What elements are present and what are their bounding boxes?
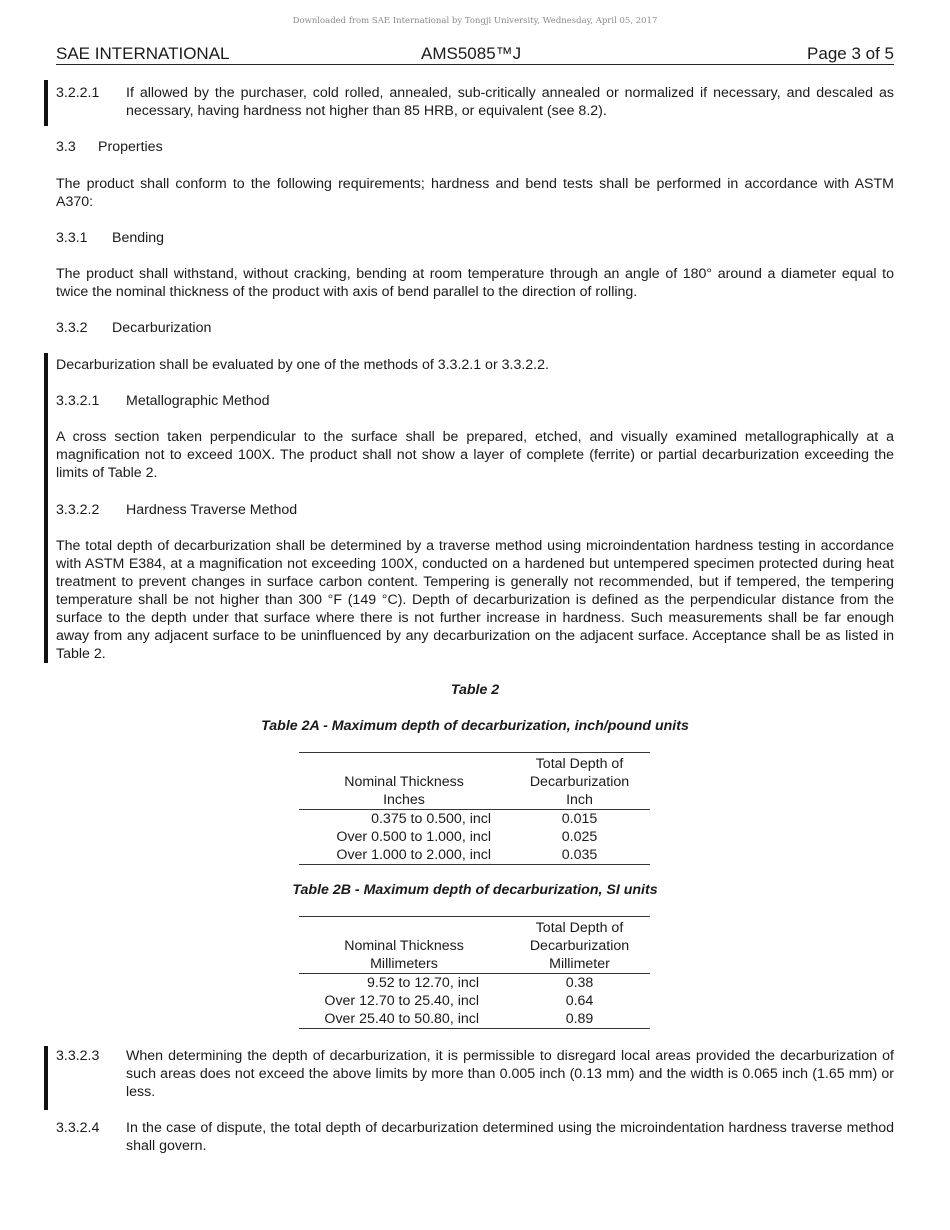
table-cell: Over 25.40 to 50.80, incl bbox=[299, 1010, 509, 1029]
paragraph-3-3: The product shall conform to the following requirements; hardness and bend tests shall be performed in accordance with ASTM A370: bbox=[56, 176, 894, 210]
section-title: Decarburization bbox=[112, 320, 212, 336]
column-header: Nominal Thickness Inches bbox=[299, 755, 509, 810]
table-cell: 0.375 to 0.500, incl bbox=[371, 811, 491, 827]
header-doc-number: AMS5085™J bbox=[421, 44, 522, 63]
paragraph-3-3-2-3 bbox=[56, 1047, 894, 1101]
section-number: 3.3.2.1 bbox=[56, 393, 100, 409]
paragraph-3-3-2-2: The total depth of decarburization shall be determined by a traverse method using microindentation hardness testing in accordance with ASTM E384, at a magnification not exceeding 100X, conducted on a hardened but untempered specimen protected during heat treatment to prevent changes in surface carbon content. Tempering is generally not recommended, but if tempered, the tempering temperature shall be not higher than 300 °F (149 °C). Depth of decarburization is defined as the perpendicular distance from the surface to the depth under that surface where there is not further increase in hardness. Such measurements shall be far enough away from any adjacent surface to be uninfluenced by any decarburization on the adjacent surface. Acceptance shall be as listed in Table 2. bbox=[56, 538, 894, 662]
table-2b-caption: Table 2B - Maximum depth of decarburization, SI units bbox=[292, 882, 658, 898]
table-cell: Over 1.000 to 2.000, incl bbox=[299, 846, 509, 865]
column-header: Nominal Thickness Millimeters bbox=[299, 919, 509, 974]
column-header: Total Depth of Decarburization Millimeter bbox=[509, 919, 650, 974]
paragraph-text: When determining the depth of decarburization, it is permissible to disregard local areas provided the decarburization of such areas does not exceed the above limits by more than 0.005 inch (0.13 mm) and the width is 0.065 inch (1.65 mm) or less. bbox=[126, 1048, 894, 1100]
table-row bbox=[299, 1010, 650, 1029]
header-page-number: Page 3 of 5 bbox=[807, 44, 894, 63]
paragraph-text: If allowed by the purchaser, cold rolled, annealed, sub-critically annealed or normalized if necessary, and descaled as necessary, having hardness not higher than 85 HRB, or equivalent (see 8.2). bbox=[126, 85, 894, 119]
section-number: 3.3.2 bbox=[56, 320, 88, 336]
table-cell: Over 0.500 to 1.000, incl bbox=[336, 829, 491, 845]
table-cell: Over 12.70 to 25.40, incl bbox=[324, 993, 479, 1009]
header-org: SAE INTERNATIONAL bbox=[56, 44, 230, 63]
table-cell: 0.64 bbox=[565, 993, 594, 1009]
paragraph-text: In the case of dispute, the total depth of decarburization determined using the microindentation hardness traverse method shall govern. bbox=[126, 1120, 894, 1154]
table-2a-caption: Table 2A - Maximum depth of decarburization, inch/pound units bbox=[261, 718, 689, 734]
table-row bbox=[299, 846, 650, 865]
table-row bbox=[299, 974, 650, 993]
section-number: 3.3.2.2 bbox=[56, 502, 100, 518]
heading-3-3 bbox=[56, 138, 894, 156]
heading-3-3-2-2 bbox=[56, 501, 894, 519]
section-number: 3.2.2.1 bbox=[56, 85, 100, 101]
paragraph-3-3-2-1: A cross section taken perpendicular to the surface shall be prepared, etched, and visually examined metallographically at a magnification not to exceed 100X. The product shall not show a layer of complete (ferrite) or partial decarburization exceeding the limits of Table 2. bbox=[56, 429, 894, 481]
page-header bbox=[56, 44, 894, 65]
table-row bbox=[299, 992, 650, 1010]
table-cell: 0.38 bbox=[565, 975, 594, 991]
table-cell: 0.89 bbox=[509, 1010, 650, 1029]
table-row bbox=[299, 828, 650, 846]
change-bar bbox=[44, 1046, 48, 1110]
section-title: Metallographic Method bbox=[126, 393, 270, 409]
heading-3-3-1 bbox=[56, 229, 894, 247]
paragraph-3-3-2: Decarburization shall be evaluated by one of the methods of 3.3.2.1 or 3.3.2.2. bbox=[56, 357, 549, 373]
table-cell: 0.025 bbox=[561, 829, 598, 845]
change-bar bbox=[44, 353, 48, 663]
table-cell: 0.015 bbox=[561, 811, 598, 827]
table-header-row bbox=[299, 755, 650, 810]
paragraph-3-3-1: The product shall withstand, without cracking, bending at room temperature through an angle of 180° around a diameter equal to twice the nominal thickness of the product with axis of bend parallel to the direction of rolling. bbox=[56, 266, 894, 300]
section-number: 3.3.1 bbox=[56, 230, 88, 246]
paragraph-3-2-2-1 bbox=[56, 84, 894, 120]
section-title: Properties bbox=[98, 139, 163, 155]
table-2b bbox=[299, 916, 650, 1029]
change-bar bbox=[44, 80, 48, 126]
download-watermark: Downloaded from SAE International by Tongji University, Wednesday, April 05, 2017 bbox=[292, 16, 658, 26]
column-header: Total Depth of Decarburization Inch bbox=[509, 755, 650, 810]
section-number: 3.3.2.3 bbox=[56, 1048, 100, 1064]
section-title: Hardness Traverse Method bbox=[126, 502, 298, 518]
table-cell: 9.52 to 12.70, incl bbox=[366, 975, 479, 991]
section-title: Bending bbox=[112, 230, 165, 246]
paragraph-3-3-2-4 bbox=[56, 1119, 894, 1155]
table-row bbox=[299, 810, 650, 829]
section-number: 3.3 bbox=[56, 139, 76, 155]
table-2-title: Table 2 bbox=[450, 682, 500, 698]
table-cell: 0.035 bbox=[509, 846, 650, 865]
heading-3-3-2 bbox=[56, 319, 894, 337]
table-header-row bbox=[299, 919, 650, 974]
heading-3-3-2-1 bbox=[56, 392, 894, 410]
table-2a bbox=[299, 752, 650, 865]
section-number: 3.3.2.4 bbox=[56, 1120, 100, 1136]
